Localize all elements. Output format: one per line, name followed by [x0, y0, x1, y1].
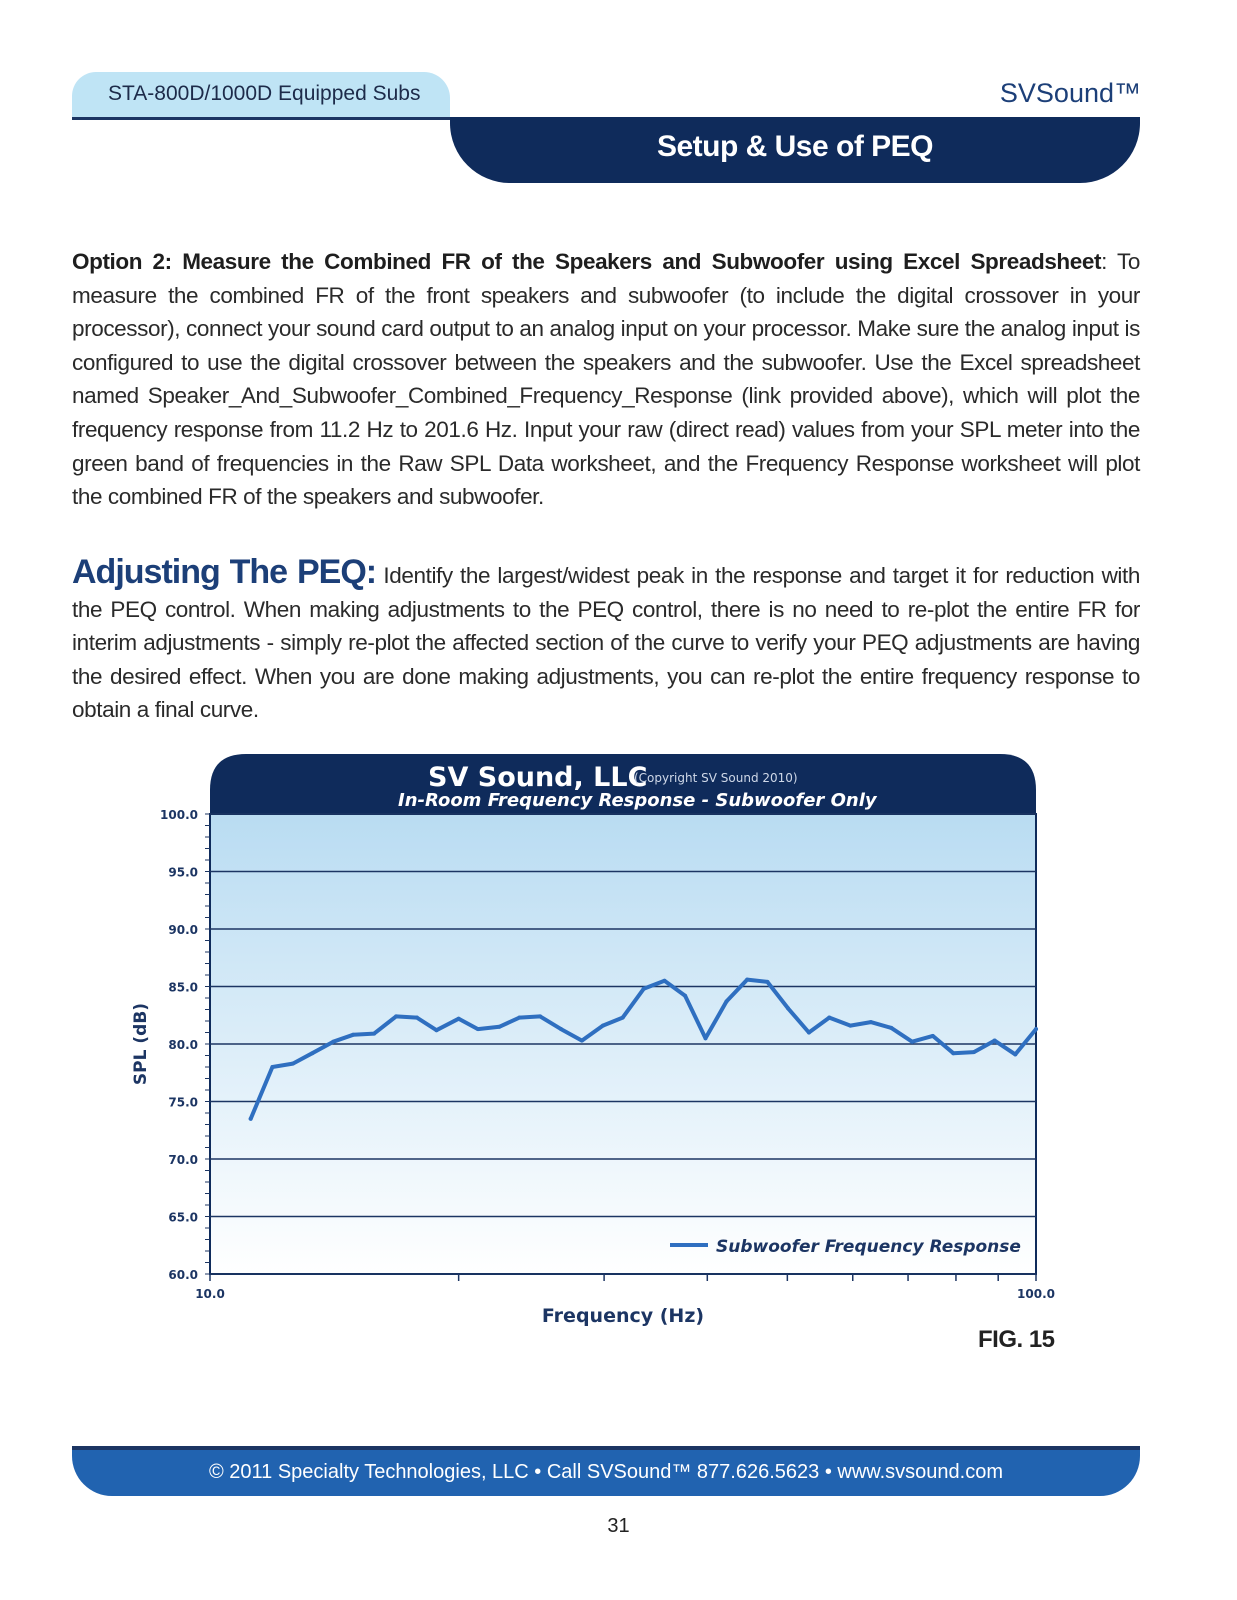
data-point	[249, 1117, 253, 1121]
header-tab-label: STA-800D/1000D Equipped Subs	[108, 82, 421, 105]
data-point	[457, 1017, 461, 1021]
data-point	[972, 1050, 976, 1054]
data-point	[807, 1031, 811, 1035]
option2-body: To measure the combined FR of the front speakers and subwoofer (to include the digital crossover in your processor), connect your sound card output to an analog input on your processor. Make sure the analog input is configured to use the digital crossover between the speakers and the subwoofer. Use the Excel spreadsheet named Speaker_And_Subwoofer_Combined_Frequency_Response (link provided above), which will plot the frequency response from 11.2 Hz to 201.6 Hz. Input your raw (direct read) values from your SPL meter into the green band of frequencies in the Raw SPL Data worksheet, and the Frequency Response worksheet will plot the combined FR of the speakers and subwoofer.	[72, 249, 1140, 510]
data-point	[910, 1040, 914, 1044]
data-point	[931, 1034, 935, 1038]
page-number: 31	[607, 1515, 630, 1537]
data-point	[745, 978, 749, 982]
data-point	[765, 980, 769, 984]
adjusting-body: Identify the largest/widest peak in the response and target it for reduction with the PEQ control. When making adjustments to the PEQ control, there is no need to re-plot the entire FR for interim adjustments - simply re-plot the affected section of the curve to verify your PEQ adjustments are having the desired effect. When you are done making adjustments, you can re-plot the entire frequency response to obtain a final curve.	[72, 563, 1140, 723]
chart-title-note: (Copyright SV Sound 2010)	[634, 771, 798, 785]
y-tick-label: 60.0	[168, 1268, 198, 1282]
frequency-response-chart	[110, 752, 1056, 1342]
footer-bar	[72, 1450, 1140, 1496]
y-axis-label: SPL (dB)	[131, 1002, 151, 1086]
y-tick-label: 95.0	[168, 865, 198, 880]
y-tick-label: 70.0	[168, 1153, 198, 1167]
data-point	[331, 1040, 335, 1044]
adjusting-heading: Adjusting The PEQ:	[72, 553, 377, 591]
data-point	[394, 1014, 398, 1018]
x-axis-label: Frequency (Hz)	[541, 1305, 705, 1327]
header-tab	[72, 72, 450, 118]
y-tick-label: 80.0	[168, 1038, 198, 1052]
y-tick-label: 65.0	[168, 1210, 198, 1225]
data-point	[580, 1039, 584, 1043]
data-point	[538, 1014, 542, 1018]
data-point	[869, 1020, 873, 1024]
data-point	[351, 1033, 355, 1037]
y-tick-label: 100.0	[160, 808, 198, 822]
brand-name: SVSound™	[999, 78, 1141, 108]
data-point	[372, 1032, 376, 1036]
x-tick-label: 10.0	[195, 1287, 225, 1301]
data-point	[476, 1027, 480, 1031]
data-point	[291, 1062, 295, 1066]
data-point	[415, 1016, 419, 1020]
data-point	[310, 1051, 314, 1055]
figure-label: FIG. 15	[978, 1326, 1055, 1353]
data-point	[642, 987, 646, 991]
data-point	[601, 1024, 605, 1028]
data-point	[993, 1039, 997, 1043]
data-point	[621, 1016, 625, 1020]
data-point	[270, 1065, 274, 1069]
data-point	[848, 1024, 852, 1028]
footer-text: © 2011 Specialty Technologies, LLC • Call SVSound™ 877.626.5623 • www.svsound.com	[208, 1461, 1004, 1483]
option2-colon: :	[1101, 249, 1107, 274]
data-point	[497, 1025, 501, 1029]
chart-subtitle: In-Room Frequency Response - Subwoofer Only	[398, 790, 877, 811]
data-point	[559, 1027, 563, 1031]
data-point	[951, 1051, 955, 1055]
legend-label: Subwoofer Frequency Response	[716, 1237, 1021, 1257]
data-point	[662, 979, 666, 983]
data-point	[1013, 1052, 1017, 1056]
y-tick-label: 90.0	[168, 923, 198, 937]
data-point	[827, 1016, 831, 1020]
data-point	[1034, 1027, 1038, 1031]
y-tick-label: 75.0	[168, 1095, 198, 1110]
x-tick-label: 100.0	[1017, 1287, 1055, 1301]
chart-title: SV Sound, LLC	[428, 762, 648, 793]
data-point	[889, 1026, 893, 1030]
option2-paragraph	[72, 245, 1140, 514]
y-tick-label: 85.0	[168, 980, 198, 995]
data-point	[786, 1006, 790, 1010]
data-point	[434, 1028, 438, 1032]
data-point	[725, 999, 729, 1003]
data-point	[704, 1036, 708, 1040]
data-point	[683, 994, 687, 998]
data-point	[518, 1016, 522, 1020]
adjusting-paragraph	[72, 553, 1140, 727]
section-title: Setup & Use of PEQ	[656, 130, 934, 163]
option2-heading: Option 2: Measure the Combined FR of the Speakers and Subwoofer using Excel Spreadsheet	[72, 249, 1102, 274]
section-banner	[450, 117, 1140, 183]
